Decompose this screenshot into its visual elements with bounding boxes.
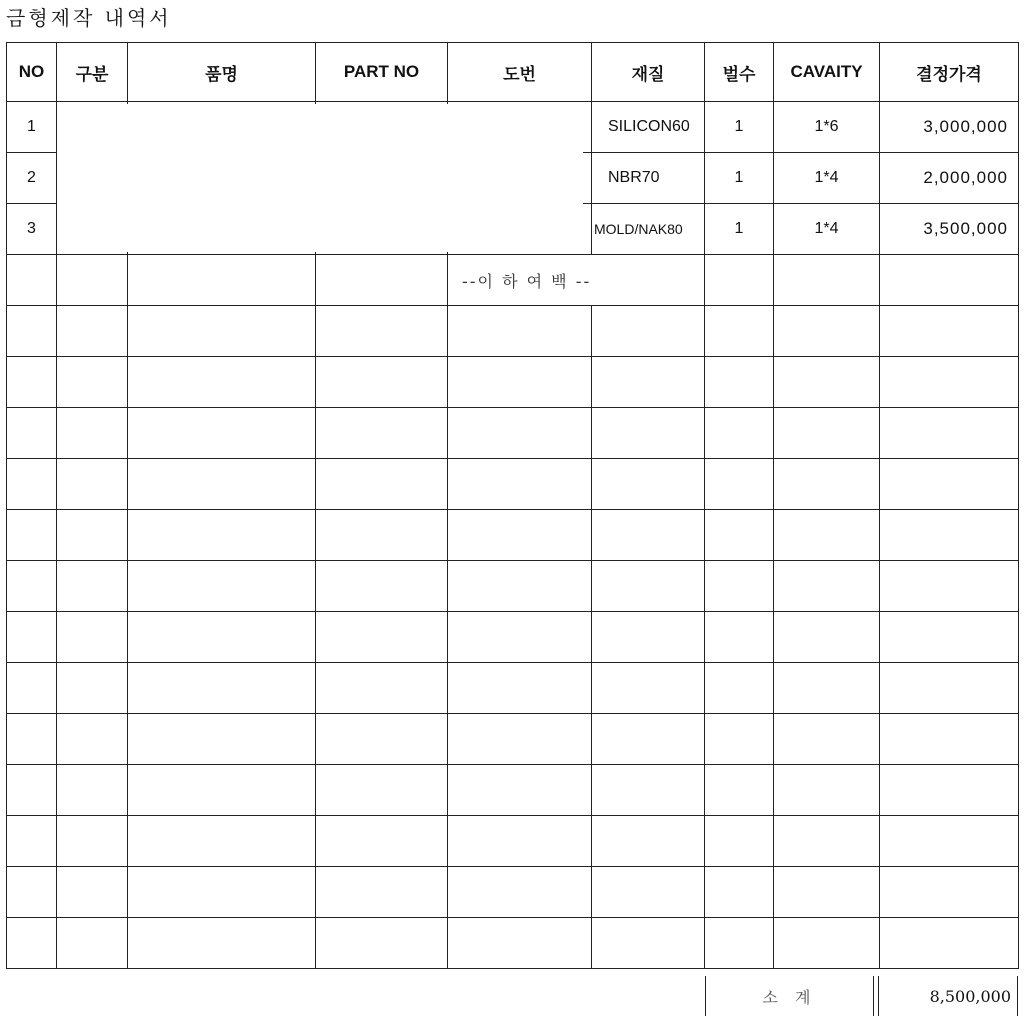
empty-cell [57, 408, 128, 459]
empty-cell [448, 612, 592, 663]
empty-cell [316, 918, 448, 969]
empty-cell [592, 510, 705, 561]
empty-cell [880, 714, 1019, 765]
empty-cell [592, 765, 705, 816]
empty-cell [592, 816, 705, 867]
empty-cell [7, 816, 57, 867]
empty-cell [774, 510, 880, 561]
row-price: 3,500,000 [880, 204, 1019, 255]
empty-row [7, 663, 1019, 714]
header-drawing-no: 도번 [448, 43, 592, 102]
empty-cell [128, 357, 316, 408]
empty-cell [7, 765, 57, 816]
empty-cell [57, 306, 128, 357]
empty-cell [448, 816, 592, 867]
empty-row [7, 918, 1019, 969]
empty-cell [774, 612, 880, 663]
empty-cell [128, 612, 316, 663]
empty-cell [7, 255, 57, 306]
empty-cell [57, 714, 128, 765]
header-category: 구분 [57, 43, 128, 102]
row-no: 3 [7, 204, 57, 255]
empty-row [7, 510, 1019, 561]
empty-cell [774, 663, 880, 714]
blank-below-note: --이 하 여 백 -- [448, 255, 705, 306]
empty-row [7, 765, 1019, 816]
empty-cell [880, 408, 1019, 459]
empty-cell [592, 408, 705, 459]
empty-cell [448, 510, 592, 561]
empty-cell [592, 306, 705, 357]
empty-cell [316, 714, 448, 765]
empty-cell [880, 306, 1019, 357]
empty-cell [316, 816, 448, 867]
empty-cell [880, 510, 1019, 561]
empty-cell [316, 510, 448, 561]
empty-cell [774, 918, 880, 969]
empty-cell [57, 561, 128, 612]
empty-cell [592, 663, 705, 714]
row-sets: 1 [705, 204, 774, 255]
empty-cell [128, 663, 316, 714]
empty-cell [592, 459, 705, 510]
empty-cell [316, 357, 448, 408]
empty-cell [774, 357, 880, 408]
empty-cell [774, 408, 880, 459]
header-cavity: CAVAITY [774, 43, 880, 102]
empty-row [7, 408, 1019, 459]
header-part-no: PART NO [316, 43, 448, 102]
empty-cell [705, 306, 774, 357]
empty-cell [705, 918, 774, 969]
empty-cell [592, 357, 705, 408]
empty-cell [705, 459, 774, 510]
empty-cell [316, 663, 448, 714]
blank-note-row [7, 255, 1019, 306]
empty-cell [7, 918, 57, 969]
empty-cell [448, 663, 592, 714]
empty-cell [316, 408, 448, 459]
row-cavity: 1*4 [774, 204, 880, 255]
row-material: NBR70 [592, 153, 705, 204]
empty-cell [705, 765, 774, 816]
header-no: NO [7, 43, 57, 102]
empty-cell [128, 459, 316, 510]
empty-cell [705, 408, 774, 459]
empty-cell [316, 561, 448, 612]
row-cavity: 1*4 [774, 153, 880, 204]
empty-cell [7, 510, 57, 561]
row-sets: 1 [705, 102, 774, 153]
header-material: 재질 [592, 43, 705, 102]
empty-cell [880, 612, 1019, 663]
empty-cell [880, 765, 1019, 816]
empty-cell [774, 816, 880, 867]
empty-cell [128, 561, 316, 612]
empty-row [7, 459, 1019, 510]
empty-cell [880, 561, 1019, 612]
empty-cell [128, 816, 316, 867]
empty-cell [448, 408, 592, 459]
empty-cell [57, 663, 128, 714]
empty-cell [7, 867, 57, 918]
empty-cell [128, 918, 316, 969]
row-material: MOLD/NAK80 [592, 204, 705, 255]
empty-cell [57, 612, 128, 663]
empty-cell [128, 255, 316, 306]
empty-cell [592, 918, 705, 969]
empty-cell [774, 561, 880, 612]
empty-cell [448, 918, 592, 969]
empty-cell [774, 306, 880, 357]
empty-cell [57, 357, 128, 408]
empty-cell [774, 459, 880, 510]
empty-cell [448, 765, 592, 816]
empty-cell [880, 255, 1019, 306]
empty-cell [7, 561, 57, 612]
empty-cell [448, 357, 592, 408]
empty-cell [7, 408, 57, 459]
empty-cell [57, 918, 128, 969]
empty-cell [880, 867, 1019, 918]
empty-row [7, 714, 1019, 765]
empty-row [7, 561, 1019, 612]
empty-cell [57, 765, 128, 816]
empty-cell [128, 867, 316, 918]
empty-cell [57, 816, 128, 867]
empty-cell [316, 867, 448, 918]
empty-cell [57, 867, 128, 918]
empty-cell [880, 663, 1019, 714]
empty-cell [128, 510, 316, 561]
empty-cell [705, 612, 774, 663]
row-no: 1 [7, 102, 57, 153]
empty-cell [705, 714, 774, 765]
empty-cell [705, 510, 774, 561]
redacted-area [57, 104, 583, 252]
header-final-price: 결정가격 [880, 43, 1019, 102]
empty-cell [880, 459, 1019, 510]
empty-cell [128, 765, 316, 816]
empty-cell [880, 816, 1019, 867]
empty-cell [57, 255, 128, 306]
empty-cell [880, 357, 1019, 408]
empty-row [7, 612, 1019, 663]
empty-cell [592, 714, 705, 765]
empty-cell [592, 867, 705, 918]
empty-cell [774, 765, 880, 816]
empty-cell [705, 816, 774, 867]
header-sets: 벌수 [705, 43, 774, 102]
empty-cell [7, 663, 57, 714]
row-price: 2,000,000 [880, 153, 1019, 204]
empty-cell [705, 561, 774, 612]
empty-cell [705, 357, 774, 408]
empty-cell [448, 714, 592, 765]
empty-cell [7, 459, 57, 510]
subtotal-label: 소 계 [705, 976, 874, 1016]
empty-cell [448, 867, 592, 918]
empty-cell [7, 714, 57, 765]
empty-row [7, 357, 1019, 408]
empty-cell [316, 612, 448, 663]
empty-cell [880, 918, 1019, 969]
empty-row [7, 816, 1019, 867]
empty-cell [592, 561, 705, 612]
header-row [7, 43, 1019, 102]
empty-cell [774, 714, 880, 765]
empty-cell [316, 459, 448, 510]
empty-cell [316, 255, 448, 306]
empty-cell [705, 867, 774, 918]
empty-cell [705, 255, 774, 306]
empty-cell [705, 663, 774, 714]
empty-cell [57, 459, 128, 510]
empty-cell [128, 306, 316, 357]
row-sets: 1 [705, 153, 774, 204]
empty-cell [448, 306, 592, 357]
empty-cell [592, 612, 705, 663]
subtotal-value: 8,500,000 [878, 976, 1018, 1016]
row-price: 3,000,000 [880, 102, 1019, 153]
empty-cell [316, 306, 448, 357]
empty-row [7, 867, 1019, 918]
empty-cell [7, 357, 57, 408]
empty-cell [128, 714, 316, 765]
empty-cell [774, 255, 880, 306]
empty-cell [7, 612, 57, 663]
row-no: 2 [7, 153, 57, 204]
row-material: SILICON60 [592, 102, 705, 153]
empty-cell [128, 408, 316, 459]
document-title: 금형제작 내역서 [6, 6, 172, 30]
empty-cell [448, 459, 592, 510]
header-item-name: 품명 [128, 43, 316, 102]
empty-cell [774, 867, 880, 918]
empty-cell [316, 765, 448, 816]
row-cavity: 1*6 [774, 102, 880, 153]
empty-row [7, 306, 1019, 357]
empty-cell [57, 510, 128, 561]
empty-cell [7, 306, 57, 357]
empty-cell [448, 561, 592, 612]
